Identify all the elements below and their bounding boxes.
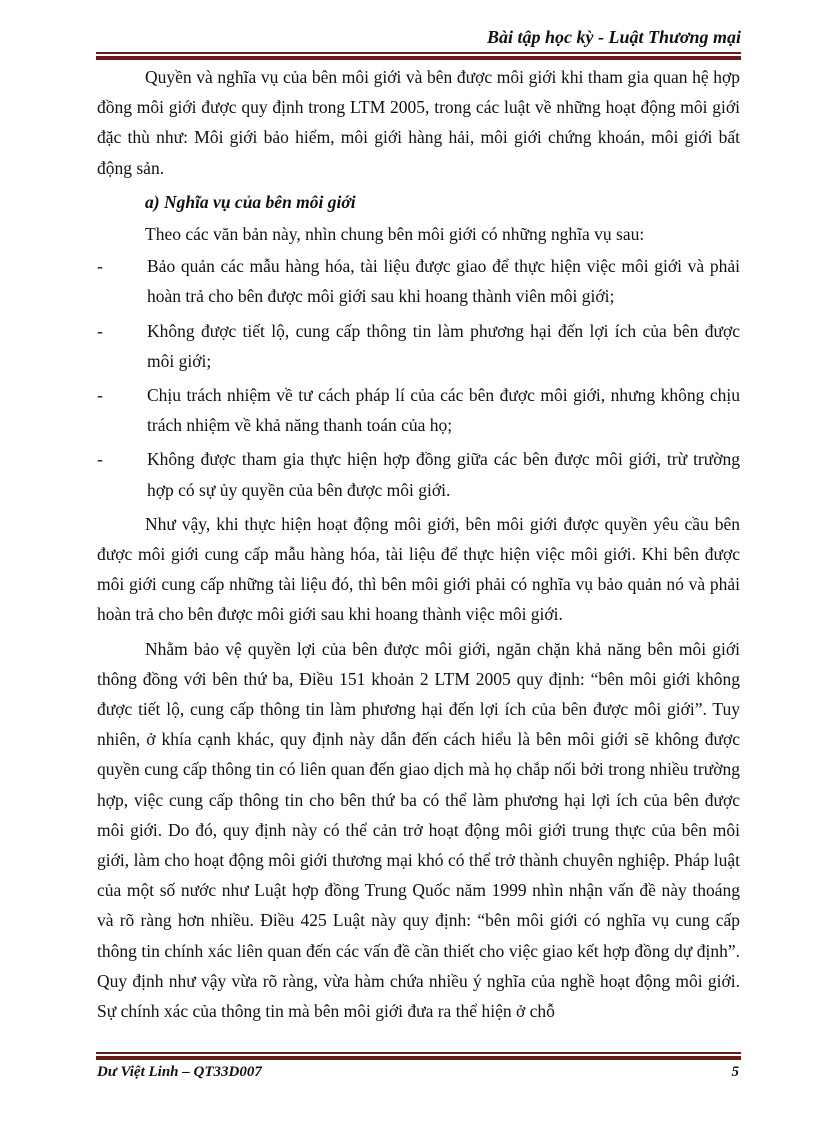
paragraph-nham: Nhằm bảo vệ quyền lợi của bên được môi giới, ngăn chặn khả năng bên môi giới thông đồng với bên thứ ba, Điều 151 khoản 2 LTM 2005 quy định: “bên môi giới không được tiết lộ, cung cấp thông tin làm phương hại đến lợi ích của bên được môi giới”. Tuy nhiên, ở khía cạnh khác, quy định này dẫn đến cách hiểu là bên môi giới sẽ không được quyền cung cấp thông tin có liên quan đến giao dịch mà họ chắp nối bởi trong nhiều trường hợp, việc cung cấp thông tin cho bên thứ ba có thể làm phương hại lợi ích của bên được môi giới. Do đó, quy định này có thể cản trở hoạt động môi giới trung thực của bên môi giới, làm cho hoạt động môi giới thương mại khó có thể trở thành chuyên nghiệp. Pháp luật của một số nước như Luật hợp đồng Trung Quốc năm 1999 nhìn nhận vấn đề này thoáng và rõ ràng hơn nhiều. Điều 425 Luật này quy định: “bên môi giới có nghĩa vụ cung cấp thông tin chính xác liên quan đến các vấn đề cần thiết cho việc giao kết hợp đồng dự định”. Quy định như vậy vừa rõ ràng, vừa hàm chứa nhiều ý nghĩa của nghề hoạt động môi giới. Sự chính xác của thông tin mà bên môi giới đưa ra thể hiện ở chỗ [97,638,740,1022]
bullet-text: Bảo quản các mẫu hàng hóa, tài liệu được giao để thực hiện việc môi giới và phải hoàn trả cho bên được môi giới sau khi hoang thành viên môi giới; [147,256,740,307]
paragraph-nhu-vay: Như vậy, khi thực hiện hoạt động môi giới, bên môi giới được quyền yêu cầu bên được môi giới cung cấp mẫu hàng hóa, tài liệu để thực hiện việc môi giới. Khi bên được môi giới cung cấp những tài liệu đó, thì bên môi giới phải có nghĩa vụ bảo quản nó và phải hoàn trả cho bên được môi giới sau khi hoang thành việc môi giới. [97,513,740,625]
footer-rule [96,1052,741,1060]
bullet-text: Không được tiết lộ, cung cấp thông tin làm phương hại đến lợi ích của bên được môi giới; [147,320,740,371]
bullet-dash: - [97,385,103,406]
paragraph-intro: Quyền và nghĩa vụ của bên môi giới và bên được môi giới khi tham gia quan hệ hợp đồng môi giới được quy định trong LTM 2005, trong các luật về những hoạt động môi giới đặc thù như: Môi giới bảo hiểm, môi giới hàng hải, môi giới chứng khoán, môi giới bất động sản. [97,67,740,178]
bullet-dash: - [97,449,103,470]
list-item [97,251,740,311]
page-number: 5 [731,1064,739,1080]
bullet-text: Chịu trách nhiệm về tư cách pháp lí của các bên được môi giới, nhưng không chịu trách nhiệm về khả năng thanh toán của họ; [147,385,740,436]
section-heading: a) Nghĩa vụ của bên môi giới [145,191,356,212]
bullet-dash: - [97,320,103,341]
bullet-dash: - [97,256,103,277]
list-item [97,380,740,440]
paragraph-lead: Theo các văn bản này, nhìn chung bên môi giới có những nghĩa vụ sau: [145,224,645,245]
bullet-text: Không được tham gia thực hiện hợp đồng giữa các bên được môi giới, trừ trường hợp có sự ủy quyền của bên được môi giới. [147,449,740,500]
header-rule [96,52,741,60]
list-item [97,444,740,504]
footer-author: Dư Việt Linh – QT33D007 [97,1064,262,1080]
list-item [97,316,740,376]
page-header-title: Bài tập học kỳ - Luật Thương mại [487,27,741,47]
page-body [97,62,740,1026]
